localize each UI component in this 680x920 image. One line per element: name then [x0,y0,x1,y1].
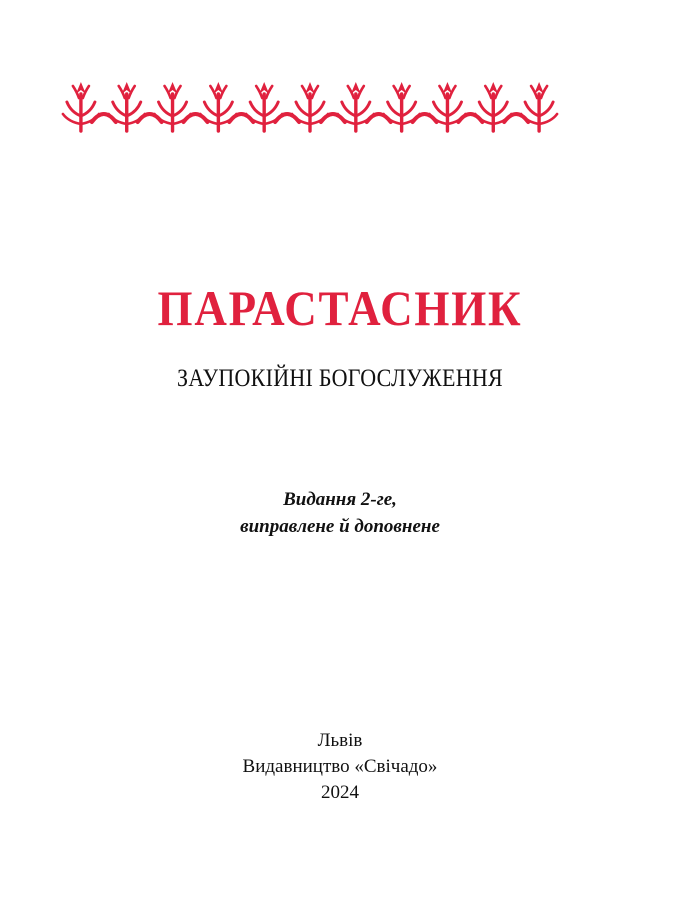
page-subtitle: ЗАУПОКІЙНІ БОГОСЛУЖЕННЯ [177,365,503,392]
folk-embroidery-ornament-icon [58,76,562,134]
edition-line-1: Видання 2-ге, [283,489,397,510]
imprint-city: Львів [317,730,363,751]
imprint-publisher: Видавництво «Свічадо» [242,756,438,777]
imprint [0,728,680,806]
page-title: ПАРАСТАСНИК [157,280,523,336]
edition-note [0,486,680,540]
edition-line-2: виправлене й доповнене [240,516,440,537]
imprint-year: 2024 [321,782,359,803]
